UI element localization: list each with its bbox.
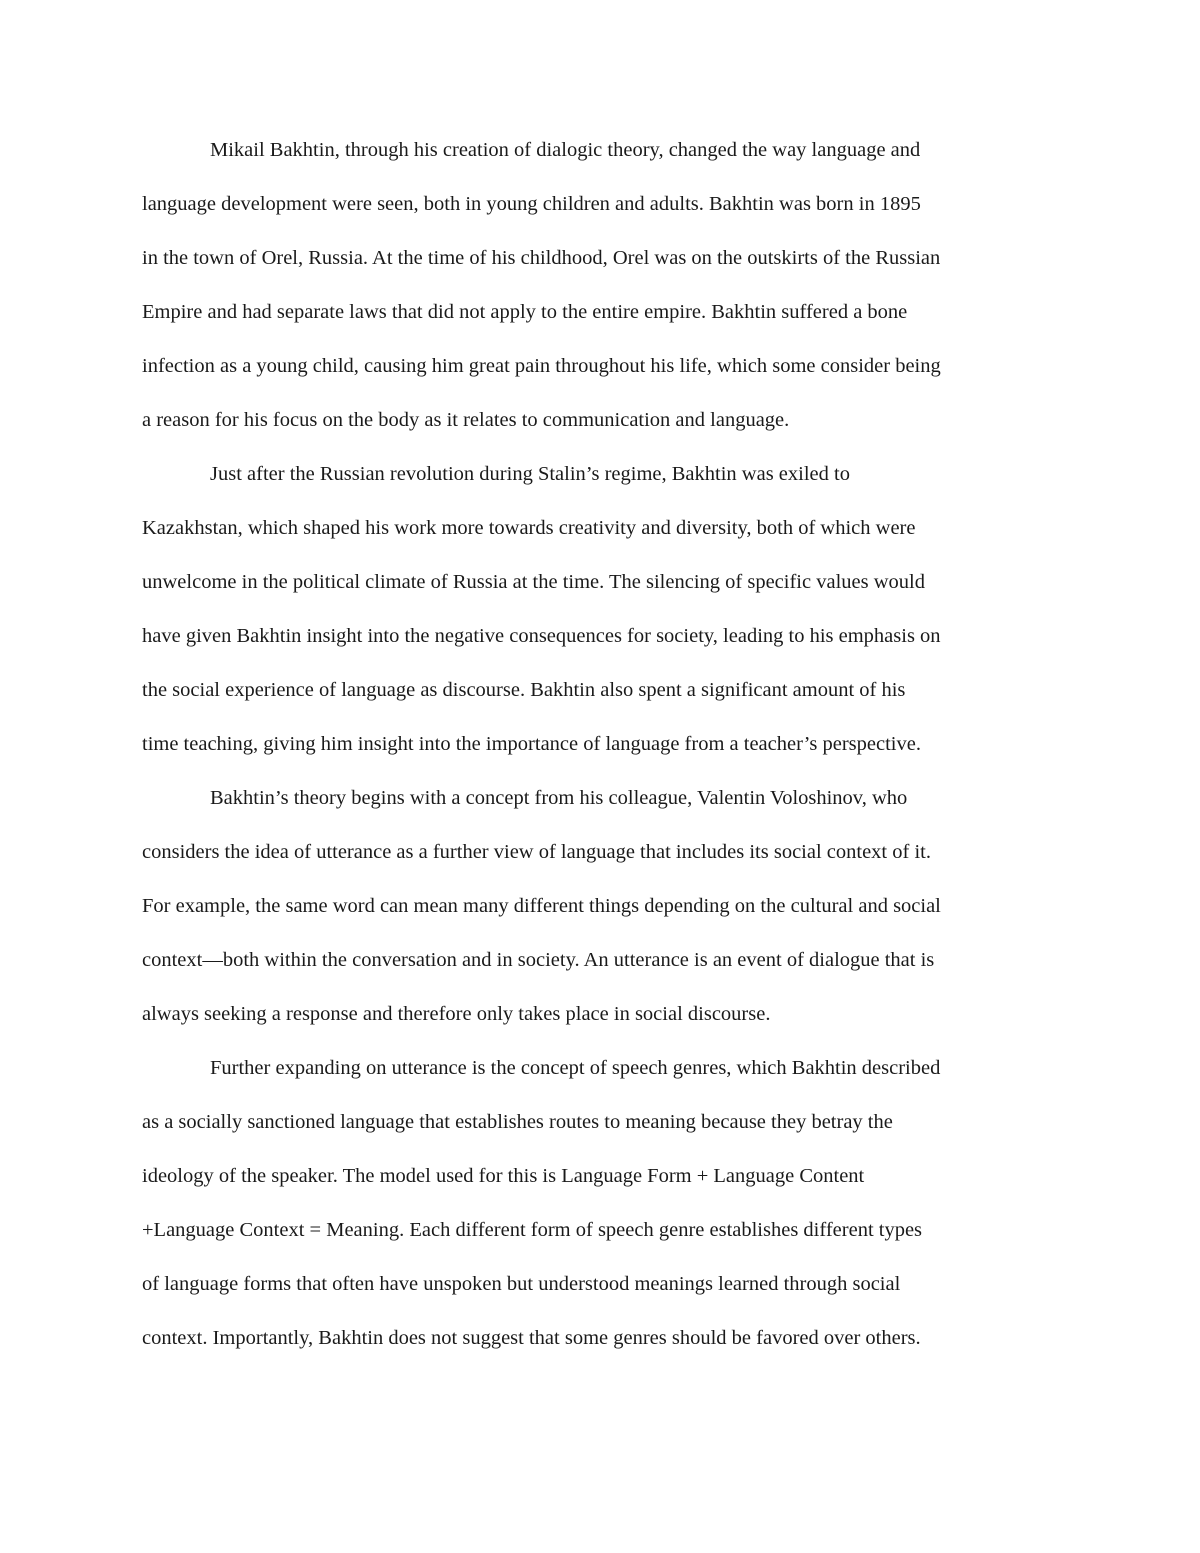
paragraph-1-line-6: a reason for his focus on the body as it relates to communication and language. xyxy=(142,409,790,431)
paragraph-1-line-3: in the town of Orel, Russia. At the time of his childhood, Orel was on the outskirts of the Russian xyxy=(142,247,941,269)
paragraph-2-line-3: unwelcome in the political climate of Russia at the time. The silencing of specific values would xyxy=(142,571,925,593)
paragraph-1-line-2: language development were seen, both in young children and adults. Bakhtin was born in 1895 xyxy=(142,193,921,215)
paragraph-4-line-5: of language forms that often have unspoken but understood meanings learned through social xyxy=(142,1273,901,1295)
paragraph-1-line-4: Empire and had separate laws that did not apply to the entire empire. Bakhtin suffered a bone xyxy=(142,301,908,323)
paragraph-1-line-1: Mikail Bakhtin, through his creation of dialogic theory, changed the way language and xyxy=(210,139,921,161)
paragraph-2-line-6: time teaching, giving him insight into the importance of language from a teacher’s perspective. xyxy=(142,733,921,755)
paragraph-3-line-2: considers the idea of utterance as a further view of language that includes its social context of it. xyxy=(142,841,931,863)
paragraph-3-line-5: always seeking a response and therefore only takes place in social discourse. xyxy=(142,1003,771,1025)
paragraph-3-line-3: For example, the same word can mean many different things depending on the cultural and social xyxy=(142,895,941,917)
paragraph-4-line-1: Further expanding on utterance is the concept of speech genres, which Bakhtin described xyxy=(210,1057,941,1079)
paragraph-3-line-1: Bakhtin’s theory begins with a concept from his colleague, Valentin Voloshinov, who xyxy=(210,787,908,809)
paragraph-2-line-4: have given Bakhtin insight into the negative consequences for society, leading to his emphasis on xyxy=(142,625,941,647)
paragraph-4-line-4: +Language Context = Meaning. Each different form of speech genre establishes different types xyxy=(142,1219,923,1241)
paragraph-2-line-5: the social experience of language as discourse. Bakhtin also spent a significant amount of his xyxy=(142,679,906,701)
paragraph-2-line-1: Just after the Russian revolution during Stalin’s regime, Bakhtin was exiled to xyxy=(210,463,850,485)
paragraph-2-line-2: Kazakhstan, which shaped his work more towards creativity and diversity, both of which were xyxy=(142,517,916,539)
paragraph-1-line-5: infection as a young child, causing him great pain throughout his life, which some consider being xyxy=(142,355,941,377)
paragraph-3-line-4: context—both within the conversation and in society. An utterance is an event of dialogue that is xyxy=(142,949,935,971)
paragraph-4-line-3: ideology of the speaker. The model used for this is Language Form + Language Content xyxy=(142,1165,865,1187)
paragraph-4-line-6: context. Importantly, Bakhtin does not suggest that some genres should be favored over others. xyxy=(142,1327,921,1349)
paragraph-4-line-2: as a socially sanctioned language that establishes routes to meaning because they betray the xyxy=(142,1111,893,1133)
